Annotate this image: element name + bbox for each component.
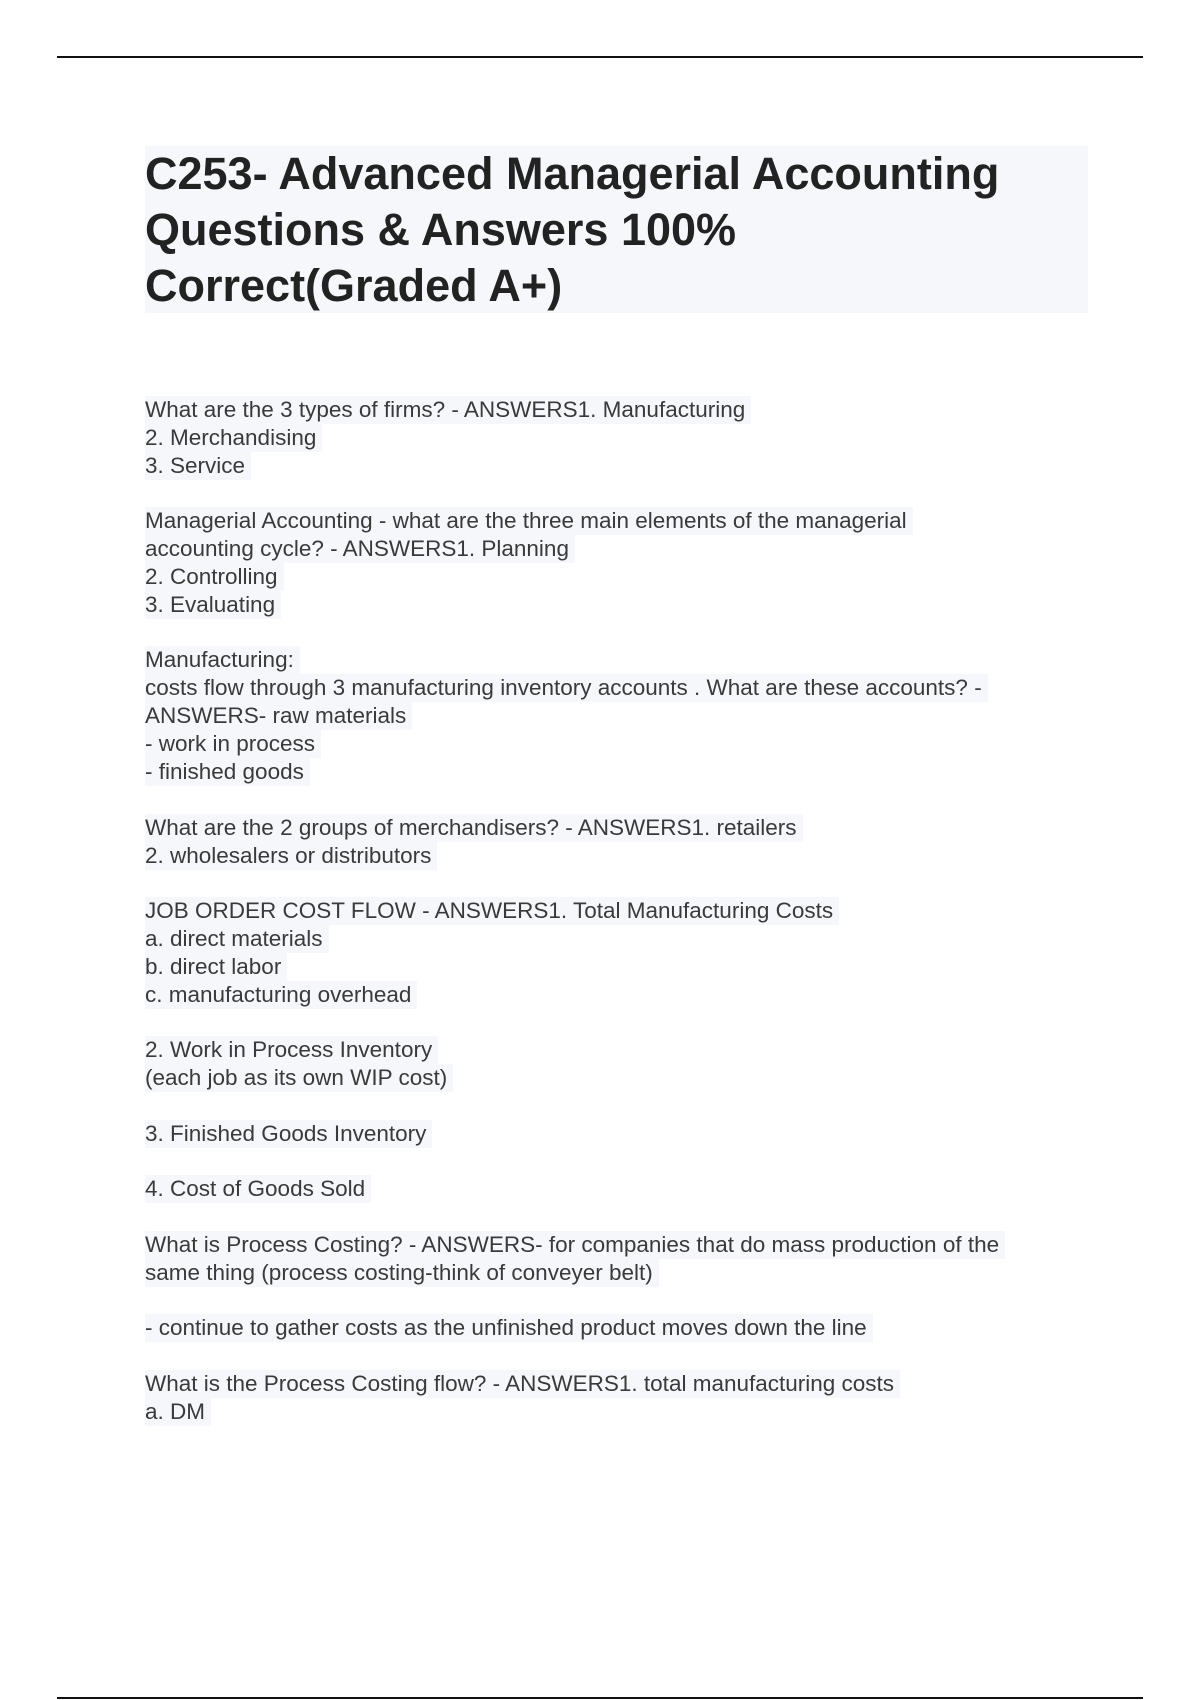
qa-line: What is Process Costing? - ANSWERS- for companies that do mass production of the xyxy=(145,1231,1005,1259)
qa-line: c. manufacturing overhead xyxy=(145,981,417,1009)
qa-block-merchandisers xyxy=(145,814,803,870)
title-line-3: Correct(Graded A+) xyxy=(145,260,563,311)
qa-block-managerial-cycle xyxy=(145,507,913,619)
qa-line: What are the 3 types of firms? - ANSWERS1. Manufacturing xyxy=(145,396,751,424)
qa-block-continue-gather xyxy=(145,1314,873,1342)
document-title xyxy=(145,146,1088,313)
qa-line: - finished goods xyxy=(145,758,310,786)
qa-block-cogs xyxy=(145,1175,371,1203)
qa-line: ANSWERS- raw materials xyxy=(145,702,412,730)
title-line-1: C253- Advanced Managerial Accounting xyxy=(145,148,1000,199)
qa-line: 2. Work in Process Inventory xyxy=(145,1036,438,1064)
qa-line: 2. wholesalers or distributors xyxy=(145,842,437,870)
qa-block-types-of-firms xyxy=(145,396,751,480)
qa-line: 3. Finished Goods Inventory xyxy=(145,1120,432,1148)
qa-line: JOB ORDER COST FLOW - ANSWERS1. Total Manufacturing Costs xyxy=(145,897,839,925)
qa-line: costs flow through 3 manufacturing inventory accounts . What are these accounts? - xyxy=(145,674,988,702)
qa-block-finished-goods xyxy=(145,1120,432,1148)
qa-block-process-costing-flow xyxy=(145,1370,900,1426)
qa-line: - continue to gather costs as the unfinished product moves down the line xyxy=(145,1314,873,1342)
qa-line: 2. Merchandising xyxy=(145,424,322,452)
title-line-2: Questions & Answers 100% xyxy=(145,204,737,255)
qa-line: accounting cycle? - ANSWERS1. Planning xyxy=(145,535,575,563)
qa-line: What are the 2 groups of merchandisers? - ANSWERS1. retailers xyxy=(145,814,803,842)
qa-line: 3. Service xyxy=(145,452,251,480)
qa-line: b. direct labor xyxy=(145,953,287,981)
qa-line: a. DM xyxy=(145,1398,211,1426)
qa-line: Manufacturing: xyxy=(145,646,300,674)
qa-line: 3. Evaluating xyxy=(145,591,281,619)
qa-line: (each job as its own WIP cost) xyxy=(145,1064,453,1092)
qa-line: 2. Controlling xyxy=(145,563,284,591)
qa-line: Managerial Accounting - what are the three main elements of the managerial xyxy=(145,507,913,535)
qa-line: What is the Process Costing flow? - ANSWERS1. total manufacturing costs xyxy=(145,1370,900,1398)
qa-line: a. direct materials xyxy=(145,925,329,953)
qa-block-job-order-cost-flow xyxy=(145,897,839,1009)
qa-line: same thing (process costing-think of conveyer belt) xyxy=(145,1259,659,1287)
bottom-rule xyxy=(57,1697,1143,1699)
qa-line: 4. Cost of Goods Sold xyxy=(145,1175,371,1203)
top-rule xyxy=(57,56,1143,58)
qa-block-manufacturing-accounts xyxy=(145,646,988,786)
qa-line: - work in process xyxy=(145,730,321,758)
qa-block-wip-inventory xyxy=(145,1036,453,1092)
qa-block-process-costing xyxy=(145,1231,1005,1287)
